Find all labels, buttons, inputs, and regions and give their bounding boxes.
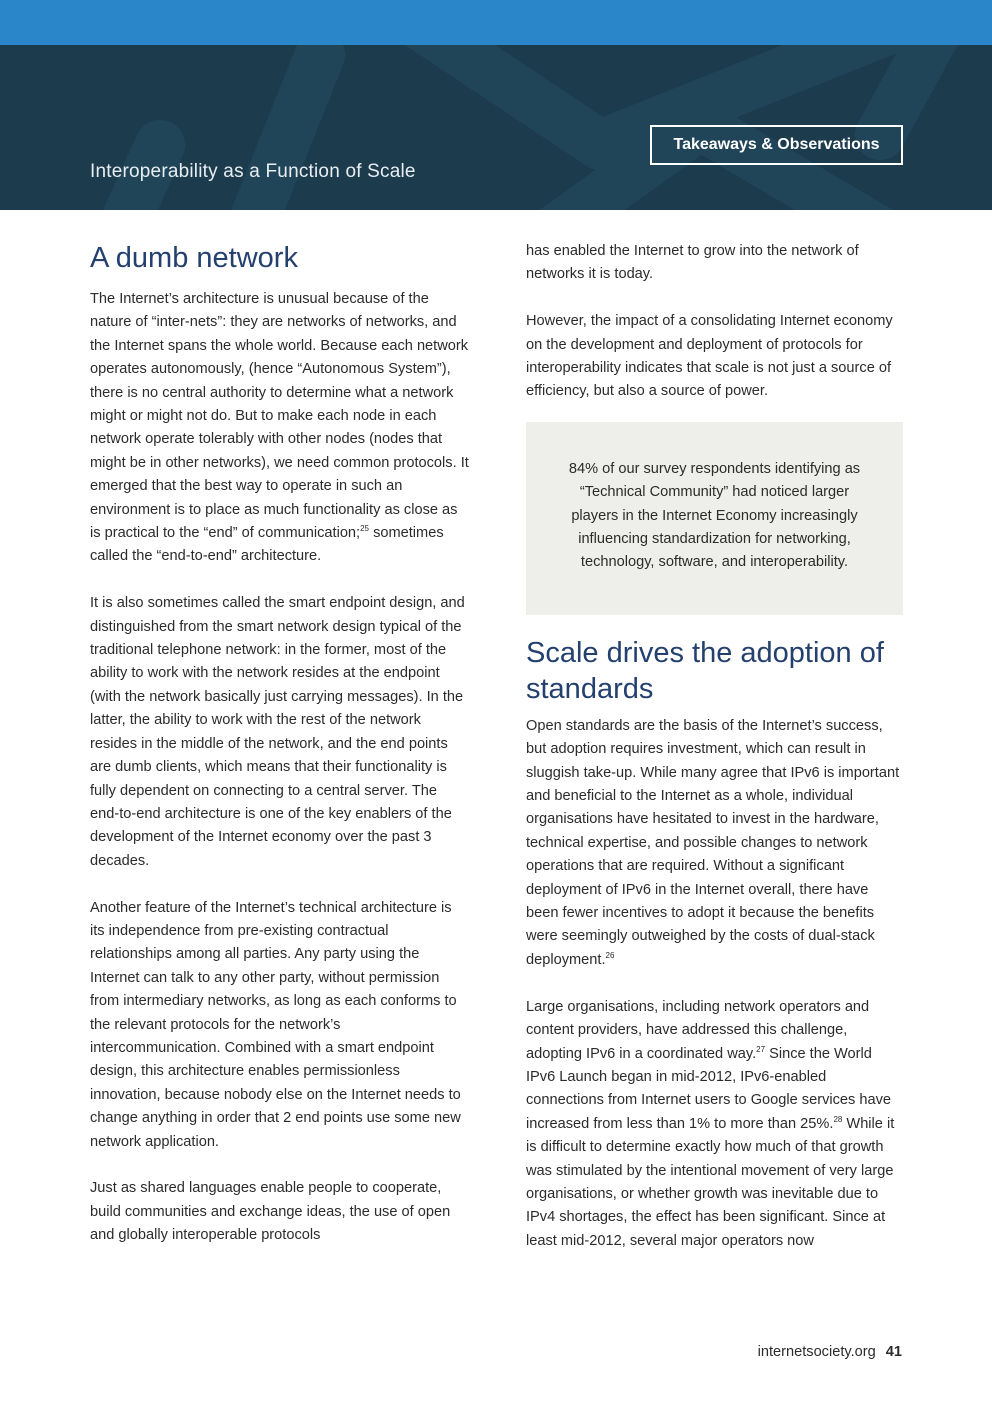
- header-banner: [0, 45, 992, 210]
- footnote-ref[interactable]: 25: [360, 524, 370, 534]
- paragraph: Another feature of the Internet’s technical architecture is its independence from pre-existing contractual relationships among all parties. Any party using the Internet can talk to any other party, without permission from intermediary networks, as long as each conforms to the relevant protocols for the network’s intercommunication. Combined with a smart endpoint design, this architecture enables permissionless innovation, because nobody else on the Internet needs to change anything in order that 2 end points use some new network application.: [90, 899, 461, 1150]
- paragraph: Large organisations, including network operators and content providers, have addressed this challenge, adopting IPv6 in a coordinated way.$^{27}$ Since the World IPv6 Launch began in mid-2012, IPv6-enabled connections from Internet users to Google services have increased from less than 1% to more than 25%.$^{28}$ While it is difficult to determine exactly how much of that growth was stimulated by the intentional movement of very large organisations, or whether growth was inevitable due to IPv4 shortages, the effect has been significant. Since at least mid-2012, several major operators now: [526, 998, 895, 1249]
- top-color-bar: [0, 0, 992, 45]
- callout-text: 84% of our survey respondents identifying as “Technical Community” had noticed larger players in the Internet Economy increasingly influencing standardization for networking, technology, software, and interoperability.: [568, 460, 861, 571]
- footnote-ref[interactable]: 27: [756, 1044, 766, 1054]
- section-title: Interoperability as a Function of Scale: [90, 161, 416, 182]
- paragraph: Just as shared languages enable people to cooperate, build communities and exchange ideas, the use of open and globally interoperable protocols: [90, 1180, 451, 1244]
- footnote-ref[interactable]: 26: [605, 950, 615, 960]
- section-tag: Takeaways & Observations: [650, 125, 903, 165]
- heading-scale-drives: Scale drives the adoption of standards: [526, 636, 884, 705]
- callout-box: [526, 422, 903, 615]
- paragraph: It is also sometimes called the smart endpoint design, and distinguished from the smart network design typical of the traditional telephone network: in the former, most of the ability to work with the network resides at the endpoint (with the network basically just carrying messages). In the latter, the ability to work with the rest of the network resides in the middle of the network, and the end points are dumb clients, which means that their functionality is fully dependent on connecting to a central server. The end-to-end architecture is one of the key enablers of the development of the Internet economy over the past 3 decades.: [90, 595, 465, 869]
- footnote-ref[interactable]: 28: [833, 1114, 843, 1124]
- paragraph: Open standards are the basis of the Internet’s success, but adoption requires investment, which can result in sluggish take-up. While many agree that IPv6 is important and beneficial to the Internet as a whole, individual organisations have hesitated to invest in the hardware, technical expertise, and possible changes to network operations that are required. Without a significant deployment of IPv6 in the Internet overall, there have been fewer incentives to adopt it because the benefits were seemingly outweighed by the costs of dual-stack deployment.$^{26}$: [526, 717, 900, 968]
- right-column: [526, 240, 904, 1253]
- page-footer: [758, 1344, 902, 1360]
- paragraph: The Internet’s architecture is unusual because of the nature of “inter-nets”: they are networks of networks, and the Internet spans the whole world. Because each network operates autonomously, (hence “Autonomous System”), there is no central authority to determine what a network might or might not do. But to make each node in each network operate tolerably with other nodes (nodes that might be in other networks), we need common protocols. It emerged that the best way to operate in such an environment is to place as much functionality as close as is practical to the “end” of communication;$^{25}$ sometimes called the “end-to-end” architecture.: [90, 291, 469, 565]
- left-column: [90, 238, 470, 1248]
- heading-dumb-network: A dumb network: [90, 242, 298, 274]
- site-link[interactable]: internetsociety.org: [757, 1344, 876, 1360]
- page-number: 41: [885, 1344, 902, 1360]
- paragraph: has enabled the Internet to grow into the network of networks it is today.: [526, 243, 859, 283]
- paragraph: However, the impact of a consolidating Internet economy on the development and deployment of protocols for interoperability indicates that scale is not just a source of efficiency, but also a source of power.: [526, 313, 893, 400]
